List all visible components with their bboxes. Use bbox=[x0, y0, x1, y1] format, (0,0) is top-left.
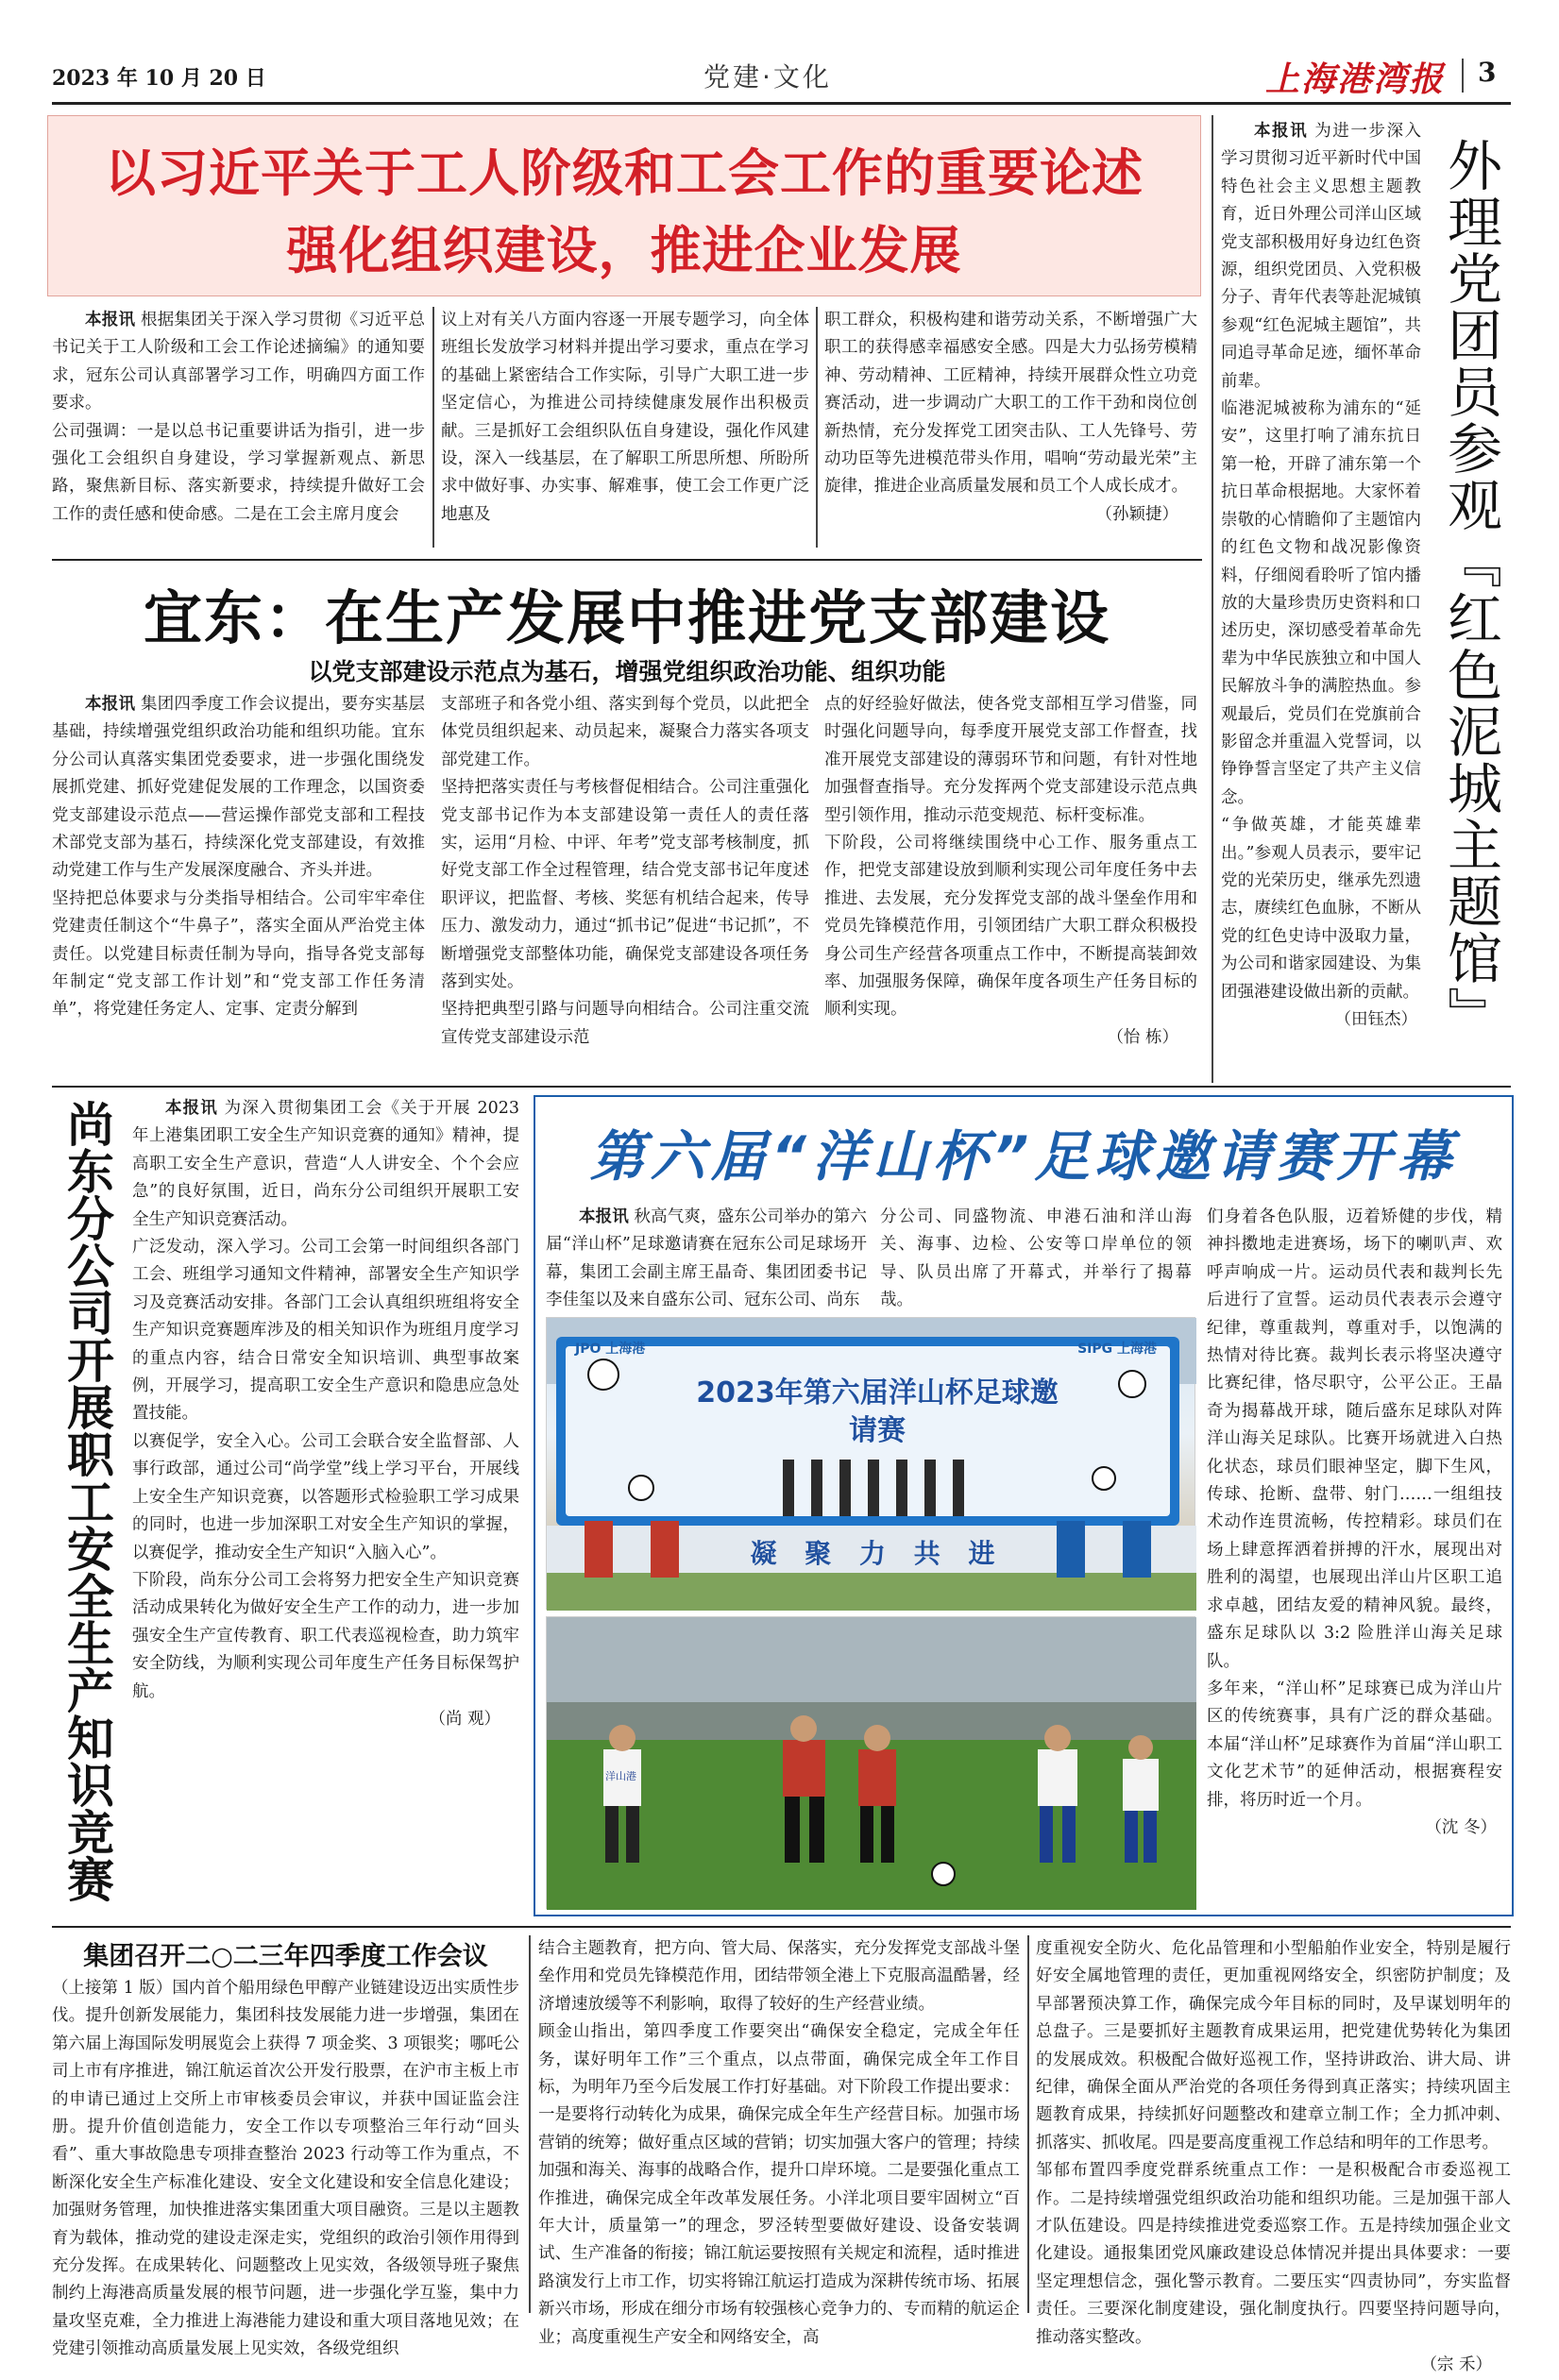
meeting-title: 集团召开二○二三年四季度工作会议 bbox=[83, 1942, 488, 1971]
meeting-col2-text: 结合主题教育，把方向、管大局、保落实，充分发挥党支部战斗堡垒作用和党员先锋模范作用，团结带领全港上下克服高温酷暑，经济增速放缓等不利影响，取得了较好的生产经营业绩。 顾金山指出，第四季度工作要突出“确保安全稳定，完成全年任务，谋好明年工作”三个重点，以点带面，确保完成全年工作目标，为明年乃至今后发展工作打好基础。对下阶段工作提出要求：一是要将行动转化为成果，确保完成全年生产经营目标。加强市场营销的统筹；做好重点区域的营销；切实加强大客户的管理；持续加强和海关、海事的战略合作，提升口岸环境。二是要强化重点工作推进，确保完成全年改革发展任务。小洋北项目要牢固树立“百年大计，质量第一”的理念，罗泾转型要做好建设、设备安装调试、生产准备的衔接；锦江航运要按照有关规定和流程，适时推进路演发行上市工作，切实将锦江航运打造成为深耕传统市场、拓展新兴市场，形成在细分市场有较强核心竞争力的、专而精的航运企业；高度重视生产安全和网络安全，高 bbox=[538, 1939, 1020, 2347]
waili-vertical-title: 外理党团员参观『红色泥城主题馆』 bbox=[1438, 137, 1502, 1043]
main-col1-text: 根据集团关于深入学习贯彻《习近平总书记关于工人阶级和工会工作论述摘编》的通知要求，冠东公司认真部署学习工作，明确四方面工作要求。 公司强调：一是以总书记重要讲话为指引，进一步强化工会组织自身建设，学习掌握新观点、新思路，聚焦新目标、落实新要求，持续提升做好工会工作的责任感和使命感。二是在工会主席月度会 bbox=[52, 311, 426, 524]
rule-mid bbox=[52, 1086, 1511, 1088]
waili-byline: （田钰杰） bbox=[1334, 1010, 1417, 1029]
yidong-byline: （怡 栋） bbox=[1107, 1027, 1178, 1047]
opening-ceremony-photo bbox=[546, 1317, 1195, 1610]
meeting-col3-text: 度重视安全防火、危化品管理和小型船舶作业安全，特别是履行好安全属地管理的责任，更加重视网络安全，织密防护制度；及早部署预决算工作，确保完成今年目标的同时，及早谋划明年的总盘子。三是要抓好主题教育成果运用，把党建优势转化为集团的发展成效。积极配合做好巡视工作，坚持讲政治、讲大局、讲纪律，确保全面从严治党的各项任务得到真正落实；持续巩固主题教育成果，持续抓好问题整改和建章立制工作；全力抓冲刺、抓落实、抓收尾。四是要高度重视工作总结和明年的工作思考。 邹郁布置四季度党群系统重点工作：一是积极配合市委巡视工作。二是持续增强党组织政治功能和组织功能。三是加强干部人才队伍建设。四是持续推进党委巡察工作。五是持续加强企业文化建设。通报集团党风廉政建设总体情况并提出具体要求：一要坚定理想信念，强化警示教育。二要压实“四责协同”，夯实监督责任。三要深化制度建设，强化制度执行。四要坚持问题导向，推动落实整改。 bbox=[1036, 1939, 1511, 2347]
yidong-col1-text: 集团四季度工作会议提出，要夯实基层基础，持续增强党组织政治功能和组织功能。宜东分公司认真落实集团党委要求，进一步强化围绕发展抓党建、抓好党建促发展的工作理念，以国资委党支部建设示范点——营运操作部党支部和工程技术部党支部为基石，持续深化党支部建设，有效推动党建工作与生产发展深度融合、齐头并进。 坚持把总体要求与分类指导相结合。公司牢牢牵住党建责任制这个“牛鼻子”，落实全面从严治党主体责任。以党建目标责任制为导向，指导各党支部每年制定“党支部工作计划”和“党支部工作任务清单”，将党建任务定人、定事、定责分解到 bbox=[52, 695, 426, 1020]
right-column-divider bbox=[1212, 115, 1213, 1083]
football-col1 bbox=[546, 1204, 867, 1315]
meeting-col-divider-1 bbox=[529, 1935, 531, 2313]
football-col2-text: 分公司、同盛物流、申港石油和洋山海关、海事、边检、公安等口岸单位的领导、队员出席了开幕式，并举行了揭幕哉。 bbox=[880, 1207, 1192, 1310]
ceremony-slogan: 凝 聚 力 共 进 bbox=[750, 1538, 1005, 1569]
main-col-divider-1 bbox=[432, 307, 434, 548]
football-match-illustration bbox=[547, 1617, 1196, 1910]
football-byline: （沈 冬） bbox=[1425, 1817, 1497, 1837]
football-col1-text: 秋高气爽，盛东公司举办的第六届“洋山杯”足球邀请赛在冠东公司足球场开幕，集团工会副主席王晶奇、集团团委书记李佳玺以及来自盛东公司、冠东公司、尚东 bbox=[546, 1207, 867, 1310]
yidong-col1 bbox=[52, 691, 425, 1024]
shangdong-text: 为深入贯彻集团工会《关于开展 2023 年上港集团职工安全生产知识竞赛的通知》精神，提高职工安全生产意识，营造“人人讲安全、个个会应急”的良好氛围，近日，尚东分公司组织开展职工安全生产知识竞赛活动。 广泛发动，深入学习。公司工会第一时间组织各部门工会、班组学习通知文件精神，部署安全生产知识学习及竞赛活动安排。各部门工会认真组织班组将安全生产知识竞赛题库涉及的相关知识作为班组月度学习的重点内容，结合日常安全知识培训、典型事故案例，开展学习，提高职工安全生产意识和隐患应急处置技能。 以赛促学，安全入心。公司工会联合安全监督部、人事行政部，通过公司“尚学堂”线上学习平台，开展线上安全生产知识竞赛，以答题形式检验职工学习成果的同时，也进一步加深职工对安全生产知识的掌握，以赛促学，推动安全生产知识“入脑入心”。 下阶段，尚东分公司工会将努力把安全生产知识竞赛活动成果转化为做好安全生产工作的动力，进一步加强安全生产宣传教育、职工代表巡视检查，助力筑牢安全防线，为顺利实现公司年度生产任务目标保驾护航。 bbox=[132, 1099, 519, 1701]
football-match-photo bbox=[546, 1616, 1195, 1909]
shangdong-vertical-title: 尚东分公司开展职工安全生产知识竞赛 bbox=[59, 1100, 114, 1902]
football-col3 bbox=[1207, 1204, 1502, 1842]
meeting-col-divider-2 bbox=[1027, 1935, 1029, 2313]
main-col3-text: 职工群众，积极构建和谐劳动关系，不断增强广大职工的获得感幸福感安全感。四是大力弘扬劳模精神、劳动精神、工匠精神，持续开展群众性立功竞赛活动，进一步调动广大职工的工作干劲和岗位创新热情，充分发挥党工团突击队、工人先锋号、劳动功臣等先进模范带头作用，唱响“劳动最光荣”主旋律，推进企业高质量发展和员工个人成长成才。 bbox=[824, 311, 1197, 497]
match-jersey-text: 洋山港 bbox=[605, 1770, 636, 1782]
meeting-col3 bbox=[1036, 1935, 1511, 2380]
yidong-col3 bbox=[824, 691, 1197, 1052]
main-lead: 本报讯 bbox=[85, 311, 136, 329]
page-number: 3 bbox=[1478, 57, 1497, 88]
masthead-logo: 上海港湾报 bbox=[1265, 59, 1446, 99]
main-article-col2 bbox=[441, 307, 809, 529]
yidong-col2-text: 支部班子和各党小组、落实到每个党员，以此把全体党员组织起来、动员起来，凝聚合力落实各项支部党建工作。 坚持把落实责任与考核督促相结合。公司注重强化党支部书记作为本支部建设第一责任人的责任落实，运用“月检、中评、年考”党支部考核制度，抓好党支部工作全过程管理，结合党支部书记年度述职评议，把监督、考核、奖惩有机结合起来，传导压力、激发动力，通过“抓书记”促进“书记抓”，不断增强党支部整体功能，确保党支部建设各项任务落到实处。 坚持把典型引路与问题导向相结合。公司注重交流宣传党支部建设示范 bbox=[441, 695, 809, 1047]
shangdong-body bbox=[132, 1095, 519, 1733]
football-title: 第六届“洋山杯”足球邀请赛开幕 bbox=[589, 1124, 1458, 1189]
yidong-col3-text: 点的好经验好做法，使各党支部相互学习借鉴，同时强化问题导向，每季度开展党支部工作督查，找准开展党支部建设的薄弱环节和问题，有针对性地加强督查指导。充分发挥两个党支部建设示范点典型引领作用，推动示范变规范、标杆变标准。 下阶段，公司将继续围绕中心工作、服务重点工作，把党支部建设放到顺利实现公司年度任务中去推进、去发展，充分发挥党支部的战斗堡垒作用和党员先锋模范作用，引领团结广大职工群众积极投身公司生产经营各项重点工作中，不断提高装卸效率、加强服务保障，确保年度各项生产任务目标的顺利实现。 bbox=[824, 695, 1197, 1020]
waili-body bbox=[1221, 118, 1421, 1034]
rule-lower bbox=[52, 1926, 1511, 1928]
shangdong-lead: 本报讯 bbox=[165, 1099, 218, 1118]
main-title-line2: 强化组织建设，推进企业发展 bbox=[286, 221, 962, 280]
main-article-col3 bbox=[824, 307, 1197, 529]
meeting-col1 bbox=[52, 1975, 519, 2364]
main-col-divider-2 bbox=[816, 307, 818, 548]
shangdong-byline: （尚 观） bbox=[429, 1709, 500, 1729]
football-lead: 本报讯 bbox=[579, 1207, 629, 1226]
ceremony-banner-text: 2023年第六届洋山杯足球邀请赛 bbox=[696, 1376, 1059, 1447]
waili-text: 为进一步深入学习贯彻习近平新时代中国特色社会主义思想主题教育，近日外理公司洋山区域党支部积极用好身边红色资源，组织党团员、入党积极分子、青年代表等赴泥城镇参观“红色泥城主题馆”，共同追寻革命足迹，缅怀革命前辈。 临港泥城被称为浦东的“延安”，这里打响了浦东抗日第一枪，开辟了浦东第一个抗日革命根据地。大家怀着崇敬的心情瞻仰了主题馆内的红色文物和战况影像资料，仔细阅看聆听了馆内播放的大量珍贵历史资料和口述历史，深切感受着革命先辈为中华民族独立和中国人民解放斗争的满腔热血。参观最后，党员们在党旗前合影留念并重温入党誓词，以铮铮誓言坚定了共产主义信念。 “争做英雄，才能英雄辈出。”参观人员表示，要牢记党的光荣历史，继承先烈遗志，赓续红色血脉，不断从党的红色史诗中汲取力量，为公司和谐家园建设、为集团强港建设做出新的贡献。 bbox=[1221, 122, 1421, 1002]
yidong-col2 bbox=[441, 691, 809, 1052]
main-article-col1 bbox=[52, 307, 425, 529]
header-rule bbox=[52, 102, 1511, 105]
masthead-divider bbox=[1462, 59, 1464, 93]
rule-below-main bbox=[52, 559, 1202, 561]
meeting-col1-text: （上接第 1 版）国内首个船用绿色甲醇产业链建设迈出实质性步伐。提升创新发展能力，集团科技发展能力进一步增强，集团在第六届上海国际发明展览会上获得 7 项金奖、3 项银奖；哪吒公司上市有序推进，锦江航运首次公开发行股票，在沪市主板上市的申请已通过上交所上市审核委员会审议，并获中国证监会注册。提升价值创造能力，安全工作以专项整治三年行动“回头看”、重大事故隐患专项排查整治 2023 行动等工作为重点，不断深化安全生产标准化建设、安全文化建设和安全信息化建设；加强财务管理，加快推进落实集团重大项目融资。三是以主题教育为载体，推动党的建设走深走实，党组织的政治引领作用得到充分发挥。在成果转化、问题整改上见实效，各级领导班子聚焦制约上海港高质量发展的根节问题，进一步强化学互鉴，集中力量攻坚克难，全力推进上海港能力建设和重大项目落地见效；在党建引领推动高质量发展上见实效，各级党组织 bbox=[52, 1979, 519, 2359]
issue-date: 2023 年 10 月 20 日 bbox=[52, 66, 266, 91]
waili-lead: 本报讯 bbox=[1254, 122, 1309, 141]
meeting-col2 bbox=[538, 1935, 1020, 2352]
football-col3-text: 们身着各色队服，迈着矫健的步伐，精神抖擞地走进赛场，场下的喇叭声、欢呼声响成一片。运动员代表和裁判长先后进行了宣誓。运动员代表表示会遵守纪律，尊重裁判，尊重对手，以饱满的热情对待比赛。裁判长表示将坚决遵守比赛纪律，恪尽职守，公平公正。王晶奇为揭幕战开球，随后盛东足球队对阵洋山海关足球队。比赛开场就进入白热化状态，球员们眼神坚定，脚下生风，传球、抢断、盘带、射门……一组组技术动作连贯流畅，传控精彩。球员们在场上肆意挥洒着拼搏的汗水，展现出对胜利的渴望，也展现出洋山片区职工追求卓越，团结友爱的精神风貌。最终，盛东足球队以 3:2 险胜洋山海关足球队。 多年来，“洋山杯”足球赛已成为洋山片区的传统赛事，具有广泛的群众基础。本届“洋山杯”足球赛作为首届“洋山职工文化艺术节”的延伸活动，根据赛程安排，将历时近一个月。 bbox=[1207, 1207, 1502, 1810]
yidong-subtitle: 以党支部建设示范点为基石，增强党组织政治功能、组织功能 bbox=[308, 658, 946, 685]
yidong-title: 宜东：在生产发展中推进党支部建设 bbox=[143, 583, 1110, 652]
main-title-line1: 以习近平关于工人阶级和工会工作的重要论述 bbox=[105, 143, 1144, 203]
ceremony-logo-left: JPO 上海港 bbox=[575, 1342, 646, 1357]
section-label: 党建·文化 bbox=[703, 61, 832, 93]
meeting-byline: （宗 禾） bbox=[1420, 2355, 1492, 2375]
yidong-lead: 本报讯 bbox=[85, 695, 136, 714]
main-col2-text: 议上对有关八方面内容逐一开展专题学习，向全体班组长发放学习材料并提出学习要求，重点在学习的基础上紧密结合工作实际，引导广大职工进一步坚定信心，为推进公司持续健康发展作出积极贡献。三是抓好工会组织队伍自身建设，强化作风建设，深入一线基层，在了解职工所思所想、所盼所求中做好事、办实事、解难事，使工会工作更广泛地惠及 bbox=[441, 311, 809, 524]
headline-banner bbox=[47, 115, 1201, 296]
ceremony-logo-right: SIPG 上海港 bbox=[1077, 1342, 1157, 1357]
main-byline: （孙颖捷） bbox=[1095, 504, 1178, 524]
